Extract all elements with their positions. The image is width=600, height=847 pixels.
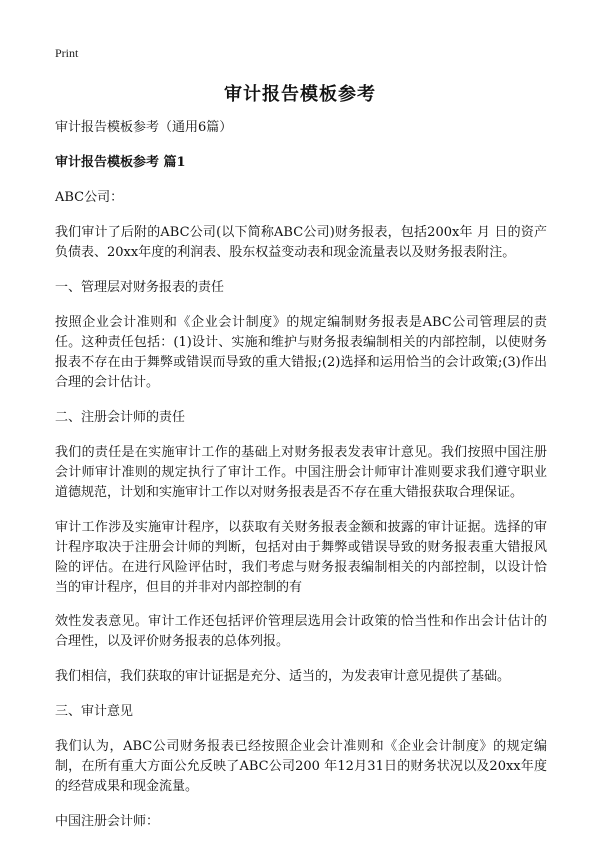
print-label: Print — [55, 46, 79, 60]
heading-management-responsibility: 一、管理层对财务报表的责任 — [55, 280, 225, 295]
paragraph-intro: 我们审计了后附的ABC公司(以下简称ABC公司)财务报表，包括200x年 月 日的资产负债表、20xx年度的利润表、股东权益变动表和现金流量表以及财务报表附注。 — [55, 225, 547, 260]
paragraph-auditor-responsibility-1: 我们的责任是在实施审计工作的基础上对财务报表发表审计意见。我们按照中国注册会计师审计准则的规定执行了审计工作。中国注册会计师审计准则要求我们遵守职业道德规范，计划和实施审计工作以对财务报表是否不存在重大错报获取合理保证。 — [55, 445, 547, 500]
salutation: ABC公司： — [55, 190, 124, 205]
heading-auditor-responsibility: 二、注册会计师的责任 — [55, 410, 186, 425]
heading-audit-opinion: 三、审计意见 — [55, 704, 134, 719]
signature-line: 中国注册会计师： — [55, 814, 160, 829]
paragraph-management-responsibility: 按照企业会计准则和《企业会计制度》的规定编制财务报表是ABC公司管理层的责任。这种责任包括：(1)设计、实施和维护与财务报表编制相关的内部控制，以使财务报表不存在由于舞弊或错误而导致的重大错报;(2)选择和运用恰当的会计政策;(3)作出合理的会计估计。 — [55, 315, 547, 390]
document-body — [55, 118, 547, 847]
document-title: 审计报告模板参考 — [224, 84, 376, 105]
paragraph-evidence-statement: 我们相信，我们获取的审计证据是充分、适当的，为发表审计意见提供了基础。 — [55, 669, 511, 684]
paragraph-auditor-responsibility-2: 审计工作涉及实施审计程序，以获取有关财务报表金额和披露的审计证据。选择的审计程序取决于注册会计师的判断，包括对由于舞弊或错误导致的财务报表重大错报风险的评估。在进行风险评估时，我们考虑与财务报表编制相关的内部控制，以设计恰当的审计程序，但目的并非对内部控制的有 — [55, 520, 547, 595]
section-heading: 审计报告模板参考 篇1 — [55, 155, 186, 170]
paragraph-auditor-responsibility-3: 效性发表意见。审计工作还包括评价管理层选用会计政策的恰当性和作出会计估计的合理性，以及评价财务报表的总体列报。 — [55, 614, 547, 649]
document-subtitle: 审计报告模板参考（通用6篇） — [55, 120, 233, 135]
paragraph-audit-opinion: 我们认为，ABC公司财务报表已经按照企业会计准则和《企业会计制度》的规定编制，在所有重大方面公允反映了ABC公司200 年12月31日的财务状况以及20xx年度的经营成果和现金流量。 — [55, 739, 547, 794]
